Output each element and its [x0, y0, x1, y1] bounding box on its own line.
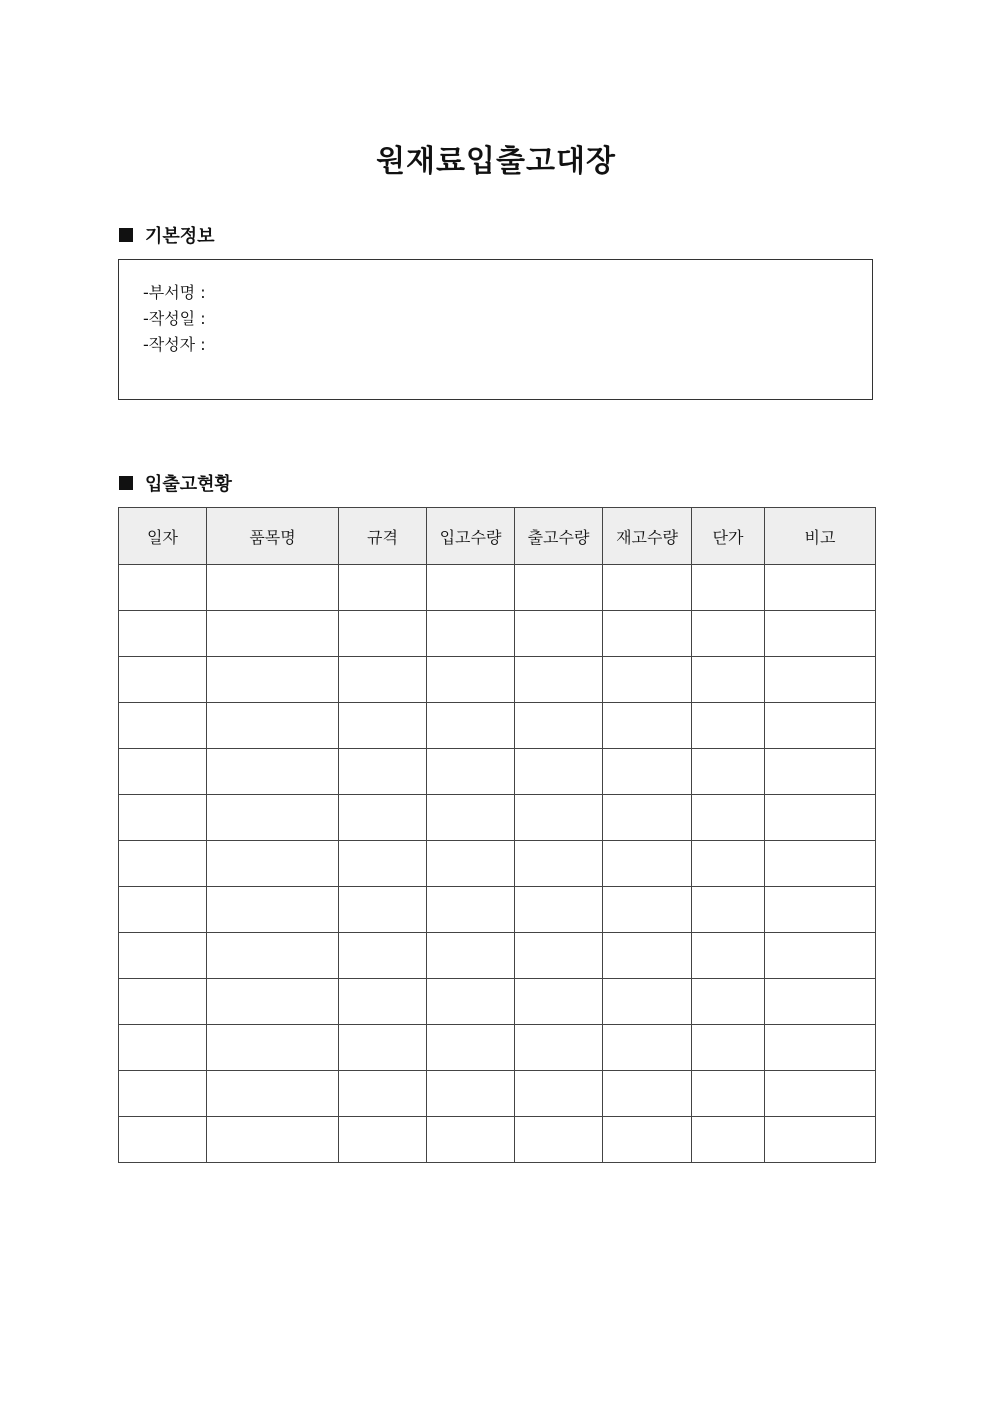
table-cell[interactable] [207, 657, 339, 703]
table-row [119, 749, 876, 795]
table-cell[interactable] [603, 795, 692, 841]
author-field[interactable]: -작성자 : [143, 335, 206, 354]
table-cell[interactable] [427, 1025, 515, 1071]
column-header-out-qty: 출고수량 [515, 508, 603, 565]
table-cell[interactable] [765, 749, 876, 795]
table-cell[interactable] [119, 565, 207, 611]
table-cell[interactable] [207, 703, 339, 749]
column-header-spec: 규격 [339, 508, 427, 565]
table-cell[interactable] [119, 979, 207, 1025]
column-header-stock-qty: 재고수량 [603, 508, 692, 565]
table-header-row [119, 508, 876, 565]
table-row [119, 933, 876, 979]
table-cell[interactable] [427, 933, 515, 979]
table-row [119, 979, 876, 1025]
table-cell[interactable] [427, 565, 515, 611]
table-row [119, 1117, 876, 1163]
table-row [119, 703, 876, 749]
table-cell[interactable] [692, 1025, 765, 1071]
table-cell[interactable] [119, 749, 207, 795]
table-cell[interactable] [119, 841, 207, 887]
square-bullet-icon [119, 228, 133, 242]
table-row [119, 565, 876, 611]
table-cell[interactable] [603, 703, 692, 749]
table-cell[interactable] [339, 795, 427, 841]
date-field[interactable]: -작성일 : [143, 309, 206, 328]
table-row [119, 657, 876, 703]
table-cell[interactable] [515, 703, 603, 749]
table-cell[interactable] [692, 841, 765, 887]
table-cell[interactable] [207, 795, 339, 841]
table-cell[interactable] [603, 657, 692, 703]
table-cell[interactable] [207, 933, 339, 979]
table-cell[interactable] [207, 749, 339, 795]
table-cell[interactable] [119, 795, 207, 841]
table-cell[interactable] [207, 841, 339, 887]
table-cell[interactable] [603, 1025, 692, 1071]
column-header-remarks: 비고 [765, 508, 876, 565]
table-cell[interactable] [427, 749, 515, 795]
table-cell[interactable] [603, 1117, 692, 1163]
table-cell[interactable] [427, 887, 515, 933]
table-cell[interactable] [427, 841, 515, 887]
table-cell[interactable] [765, 979, 876, 1025]
table-row [119, 611, 876, 657]
table-cell[interactable] [427, 795, 515, 841]
table-cell[interactable] [692, 657, 765, 703]
table-cell[interactable] [765, 1025, 876, 1071]
table-cell[interactable] [207, 565, 339, 611]
table-cell[interactable] [692, 749, 765, 795]
status-heading [119, 470, 232, 496]
table-cell[interactable] [603, 979, 692, 1025]
basic-info-heading [119, 222, 215, 248]
column-header-date: 일자 [119, 508, 207, 565]
table-cell[interactable] [207, 1071, 339, 1117]
table-cell[interactable] [427, 611, 515, 657]
table-row [119, 887, 876, 933]
table-cell[interactable] [765, 887, 876, 933]
table-cell[interactable] [207, 1025, 339, 1071]
table-cell[interactable] [603, 1071, 692, 1117]
table-cell[interactable] [603, 749, 692, 795]
table-cell[interactable] [515, 611, 603, 657]
column-header-in-qty: 입고수량 [427, 508, 515, 565]
table-cell[interactable] [515, 795, 603, 841]
table-cell[interactable] [515, 749, 603, 795]
column-header-unit-price: 단가 [692, 508, 765, 565]
table-cell[interactable] [692, 1117, 765, 1163]
table-cell[interactable] [119, 887, 207, 933]
department-field[interactable]: -부서명 : [143, 283, 206, 302]
table-cell[interactable] [692, 795, 765, 841]
table-cell[interactable] [515, 1071, 603, 1117]
table-cell[interactable] [339, 703, 427, 749]
table-cell[interactable] [339, 979, 427, 1025]
table-cell[interactable] [765, 1071, 876, 1117]
table-row [119, 1025, 876, 1071]
table-cell[interactable] [339, 1025, 427, 1071]
table-cell[interactable] [339, 749, 427, 795]
table-cell[interactable] [765, 565, 876, 611]
table-cell[interactable] [692, 565, 765, 611]
table-cell[interactable] [119, 1071, 207, 1117]
table-cell[interactable] [603, 841, 692, 887]
table-cell[interactable] [339, 887, 427, 933]
table-row [119, 1071, 876, 1117]
table-cell[interactable] [427, 1117, 515, 1163]
table-cell[interactable] [339, 1071, 427, 1117]
table-cell[interactable] [515, 933, 603, 979]
table-cell[interactable] [515, 1025, 603, 1071]
inventory-ledger-table [118, 507, 876, 1163]
table-cell[interactable] [207, 1117, 339, 1163]
table-cell[interactable] [119, 703, 207, 749]
status-heading-label: 입출고현황 [145, 474, 232, 495]
table-body [119, 565, 876, 1163]
table-cell[interactable] [515, 657, 603, 703]
table-row [119, 795, 876, 841]
table-cell[interactable] [427, 1071, 515, 1117]
table-cell[interactable] [207, 611, 339, 657]
table-cell[interactable] [603, 933, 692, 979]
table-cell[interactable] [515, 565, 603, 611]
table-cell[interactable] [339, 1117, 427, 1163]
table-cell[interactable] [692, 887, 765, 933]
table-cell[interactable] [427, 979, 515, 1025]
table-cell[interactable] [119, 1025, 207, 1071]
table-cell[interactable] [692, 933, 765, 979]
table-cell[interactable] [765, 795, 876, 841]
table-row [119, 841, 876, 887]
table-cell[interactable] [765, 841, 876, 887]
table-cell[interactable] [427, 703, 515, 749]
table-cell[interactable] [692, 611, 765, 657]
table-cell[interactable] [515, 1117, 603, 1163]
table-cell[interactable] [765, 1117, 876, 1163]
table-cell[interactable] [765, 703, 876, 749]
square-bullet-icon [119, 476, 133, 490]
table-cell[interactable] [603, 611, 692, 657]
table-cell[interactable] [515, 887, 603, 933]
table-cell[interactable] [515, 979, 603, 1025]
table-cell[interactable] [207, 979, 339, 1025]
table-cell[interactable] [339, 841, 427, 887]
table-cell[interactable] [207, 887, 339, 933]
table-cell[interactable] [765, 933, 876, 979]
table-cell[interactable] [119, 1117, 207, 1163]
table-cell[interactable] [603, 887, 692, 933]
table-cell[interactable] [692, 703, 765, 749]
table-cell[interactable] [119, 933, 207, 979]
page-title: 원재료입출고대장 [376, 144, 616, 179]
table-cell[interactable] [692, 1071, 765, 1117]
table-cell[interactable] [765, 611, 876, 657]
table-cell[interactable] [339, 657, 427, 703]
table-cell[interactable] [765, 657, 876, 703]
table-cell[interactable] [603, 565, 692, 611]
table-cell[interactable] [427, 657, 515, 703]
basic-info-heading-label: 기본정보 [145, 226, 215, 247]
table-cell[interactable] [692, 979, 765, 1025]
table-cell[interactable] [339, 565, 427, 611]
table-cell[interactable] [119, 611, 207, 657]
table-cell[interactable] [339, 611, 427, 657]
table-cell[interactable] [119, 657, 207, 703]
column-header-item-name: 품목명 [207, 508, 339, 565]
basic-info-box [118, 259, 873, 400]
table-cell[interactable] [339, 933, 427, 979]
table-cell[interactable] [515, 841, 603, 887]
